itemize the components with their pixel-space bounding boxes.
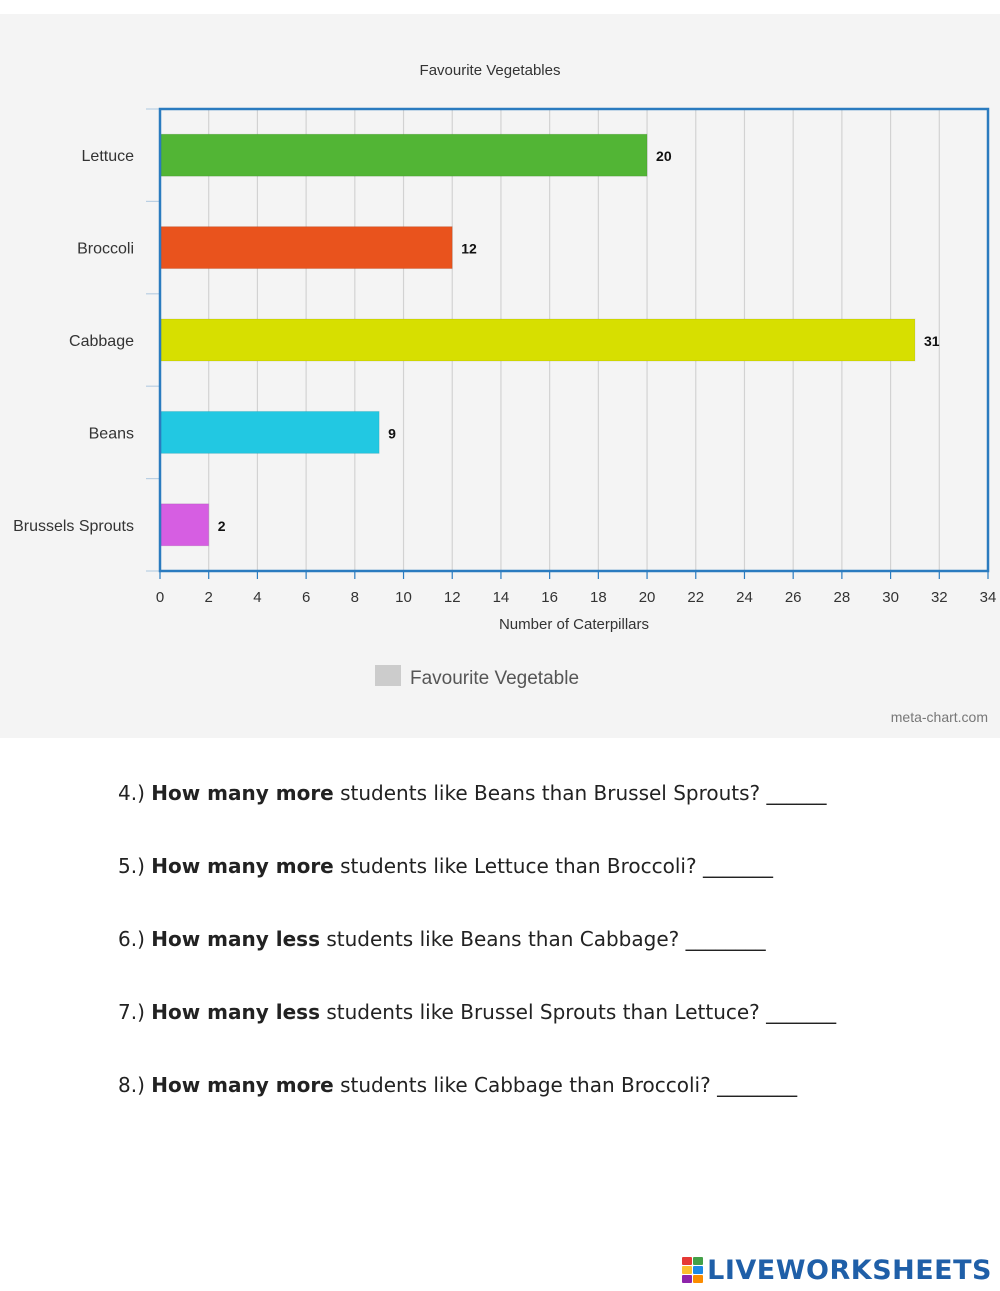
category-label: Broccoli	[77, 240, 134, 258]
liveworksheets-brand[interactable]	[682, 1252, 992, 1288]
question-number: 6.)	[118, 927, 145, 951]
question-number: 5.)	[118, 854, 145, 878]
x-tick-label: 20	[638, 589, 656, 606]
question-number: 7.)	[118, 1000, 145, 1024]
x-tick-label: 22	[687, 589, 705, 606]
question-text: students like Beans than Cabbage? ________	[326, 927, 766, 951]
x-tick-label: 8	[350, 589, 359, 606]
question-8	[118, 1070, 978, 1143]
x-axis-title: Number of Caterpillars	[498, 616, 650, 633]
question-6	[118, 924, 978, 997]
bar-beans	[161, 411, 379, 453]
question-4	[118, 778, 978, 851]
x-tick-label: 16	[541, 589, 558, 606]
logo-square	[682, 1266, 692, 1274]
x-tick-label: 26	[784, 589, 802, 606]
bar-broccoli	[161, 227, 452, 269]
question-emphasis: How many less	[151, 1000, 320, 1024]
brand-text: LIVEWORKSHEETS	[707, 1254, 992, 1286]
question-emphasis: How many more	[151, 854, 334, 878]
x-tick-label: 12	[443, 589, 461, 606]
question-text: students like Cabbage than Broccoli? ________	[340, 1073, 798, 1097]
x-tick-label: 32	[930, 589, 948, 606]
x-tick-label: 34	[979, 589, 997, 606]
bar-value-label: 9	[388, 425, 396, 442]
bar-cabbage	[161, 319, 915, 361]
logo-square	[682, 1275, 692, 1283]
chart-credit: meta-chart.com	[890, 709, 988, 725]
bar-value-label: 12	[461, 240, 477, 257]
category-label: Beans	[88, 425, 134, 443]
x-tick-label: 10	[395, 589, 412, 606]
logo-square	[682, 1257, 692, 1265]
question-text: students like Lettuce than Broccoli? _______	[340, 854, 773, 878]
legend-label[interactable]: Favourite Vegetable	[410, 668, 580, 689]
x-tick-label: 0	[155, 589, 165, 606]
category-label: Brussels Sprouts	[13, 517, 134, 535]
logo-square	[693, 1266, 703, 1274]
chart-panel	[0, 14, 1000, 738]
question-list	[118, 778, 978, 1143]
question-number: 8.)	[118, 1073, 145, 1097]
x-tick-label: 24	[736, 589, 753, 606]
logo-square	[693, 1257, 703, 1265]
question-7	[118, 997, 978, 1070]
bar-value-label: 31	[923, 333, 940, 349]
logo-square	[693, 1275, 703, 1283]
question-5	[118, 851, 978, 924]
liveworksheets-logo-icon	[682, 1257, 703, 1283]
x-tick-label: 14	[492, 589, 510, 606]
bar-value-label: 2	[217, 517, 226, 534]
bar-lettuce	[161, 134, 647, 176]
bar-brussels-sprouts	[161, 504, 209, 546]
question-number: 4.)	[118, 781, 145, 805]
question-emphasis: How many less	[151, 927, 320, 951]
x-tick-label: 4	[253, 589, 262, 606]
question-text: students like Brussel Sprouts than Lettuce? _______	[326, 1000, 837, 1024]
bar-value-label: 20	[656, 148, 672, 165]
question-text: students like Beans than Brussel Sprouts? ______	[340, 781, 827, 805]
x-tick-label: 18	[590, 589, 607, 606]
category-label: Lettuce	[81, 148, 134, 166]
x-tick-label: 30	[882, 589, 899, 606]
x-tick-label: 2	[204, 589, 213, 606]
category-label: Cabbage	[69, 333, 134, 350]
question-emphasis: How many more	[151, 1073, 334, 1097]
question-emphasis: How many more	[151, 781, 334, 805]
bar-chart	[0, 14, 1000, 738]
legend-swatch[interactable]	[375, 665, 401, 686]
chart-title: Favourite Vegetables	[419, 62, 561, 79]
x-tick-label: 6	[301, 589, 311, 606]
x-tick-label: 28	[833, 589, 851, 606]
